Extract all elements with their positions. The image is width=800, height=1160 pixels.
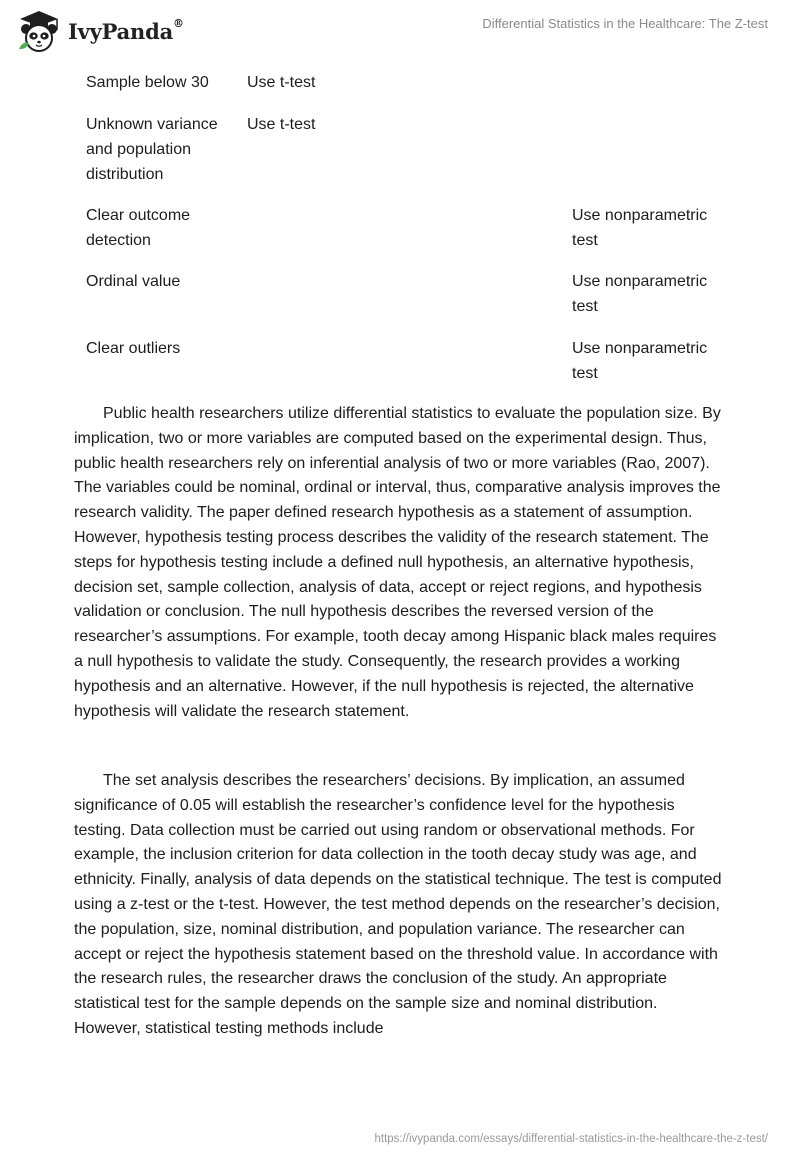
page-header — [0, 0, 800, 64]
table-row — [86, 203, 746, 269]
test-selection-table — [86, 70, 746, 386]
source-url[interactable]: https://ivypanda.com/essays/differential-statistics-in-the-healthcare-the-z-test/ — [374, 1133, 768, 1145]
paragraph-text: Public health researchers utilize differential statistics to evaluate the population size. By implication, two or more variables are computed based on the experimental design. Thus, public health researchers rely on inferential analysis of two or more variables (Rao, 2007). The variables could be nominal, ordinal or interval, thus, comparative analysis improves the research validity. The paper defined research hypothesis as a statement of assumption. However, hypothesis testing process describes the validity of the research statement. The steps for hypothesis testing include a defined null hypothesis, an alternative hypothesis, decision set, sample collection, analysis of data, accept or reject regions, and hypothesis validation or conclusion. The null hypothesis describes the reversed version of the researcher’s assumptions. For example, tooth decay among Hispanic black males requires a null hypothesis to validate the study. Consequently, the research provides a working hypothesis and an alternative. However, if the null hypothesis is rejected, the alternative hypothesis will validate the research statement. — [74, 405, 721, 720]
condition-cell: Unknown variance and population distribution — [86, 116, 218, 183]
document-title: Differential Statistics in the Healthcare: The Z-test — [482, 16, 768, 31]
nonparametric-cell: Use nonparametric test — [572, 273, 708, 315]
condition-cell: Ordinal value — [86, 273, 181, 290]
table-row — [86, 70, 746, 112]
paragraph-text: The set analysis describes the researchers’ decisions. By implication, an assumed significance of 0.05 will establish the researcher’s confidence level for the hypothesis testing. Data collection must be carried out using random or observational methods. For example, the inclusion criterion for data collection in the tooth decay study was age, and ethnicity. Finally, analysis of data depends on the statistical technique. The test is computed using a z-test or the t-test. However, the test method depends on the researcher’s decision, the population, size, nominal distribution, and population variance. The researcher can accept or reject the hypothesis statement based on the threshold value. In accordance with the research rules, the researcher draws the conclusion of the study. An appropriate statistical test for the sample depends on the sample size and nominal distribution. However, statistical testing methods include — [74, 772, 722, 1037]
table-row — [86, 112, 746, 203]
condition-cell: Sample below 30 — [86, 74, 209, 91]
ivypanda-logo[interactable] — [16, 8, 184, 54]
t-test-cell: Use t-test — [247, 116, 316, 133]
table-row — [86, 269, 746, 336]
body-paragraph — [74, 769, 726, 1042]
table-row — [86, 336, 746, 386]
condition-cell: Clear outcome detection — [86, 207, 191, 249]
nonparametric-cell: Use nonparametric test — [572, 340, 708, 382]
condition-cell: Clear outliers — [86, 340, 181, 357]
panda-logo-icon — [16, 8, 62, 54]
brand-name: IvyPanda® — [68, 16, 184, 44]
nonparametric-cell: Use nonparametric test — [572, 207, 708, 249]
t-test-cell: Use t-test — [247, 74, 316, 91]
body-paragraph — [74, 402, 726, 724]
